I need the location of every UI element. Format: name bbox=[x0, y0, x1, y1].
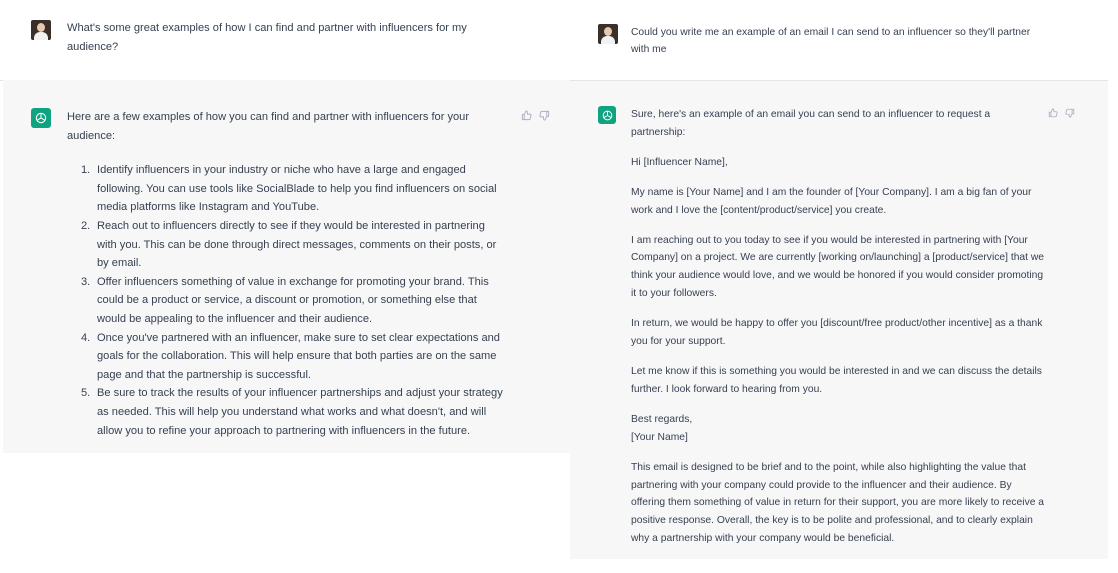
openai-logo-icon bbox=[31, 108, 51, 128]
reply-paragraph: I am reaching out to you today to see if you would be interested in partnering with [Your Company] on a project. We are currently [working on/launching] a [product/service] that we think your audience would love, and we would be honored if you would consider promoting it to your followers. bbox=[631, 234, 1045, 300]
reply-paragraph: [Your Name] bbox=[631, 431, 688, 443]
openai-logo-icon bbox=[598, 106, 616, 124]
right-assistant-message-row bbox=[570, 81, 1108, 559]
left-reply-intro: Here are a few examples of how you can find and partner with influencers for your audience: bbox=[67, 111, 470, 142]
list-item: 1. Identify influencers in your industry or niche who have a large and engaged following. You can use tools like SocialBlade to help you find influencers on social media platforms like Instagram and YouTube. bbox=[81, 164, 497, 214]
thumbs-up-icon[interactable] bbox=[521, 110, 532, 121]
right-assistant-reply bbox=[631, 106, 1046, 548]
list-item: 5. Be sure to track the results of your influencer partnerships and adjust your strategy as needed. This will help you understand what works and what doesn't, and will allow you to refine your approach to partnering with influencers in the future. bbox=[81, 387, 503, 437]
reply-paragraph: My name is [Your Name] and I am the founder of [Your Company]. I am a big fan of your work and I love the [content/product/service] you create. bbox=[631, 186, 1032, 216]
reply-signoff bbox=[631, 411, 1046, 447]
list-item: 3. Offer influencers something of value in exchange for promoting your brand. This could be a product or service, a discount or promotion, or something else that would be appealing to the influencer and their audience. bbox=[81, 275, 489, 325]
list-item: 4. Once you've partnered with an influencer, make sure to set clear expectations and goals for the collaboration. This will help ensure that both parties are on the same page and that the partnership is successful. bbox=[81, 331, 500, 381]
list-item: 2. Reach out to influencers directly to see if they would be interested in partnering with you. This can be done through direct messages, comments on their posts, or by email. bbox=[81, 219, 497, 270]
left-reply-list bbox=[67, 161, 507, 440]
reply-paragraph: Let me know if this is something you would be interested in and we can discuss the details further. I look forward to hearing from you. bbox=[631, 365, 1042, 395]
user-avatar-icon bbox=[598, 24, 618, 44]
thumbs-up-icon[interactable] bbox=[1048, 108, 1058, 118]
left-assistant-message-row bbox=[3, 80, 570, 453]
left-assistant-reply bbox=[67, 108, 507, 440]
left-user-message-text: What's some great examples of how I can find and partner with influencers for my audience? bbox=[67, 22, 467, 53]
left-feedback-buttons bbox=[521, 110, 550, 121]
reply-paragraph: In return, we would be happy to offer you [discount/free product/other incentive] as a thank you for your support. bbox=[631, 318, 1043, 348]
reply-paragraph: Sure, here's an example of an email you can send to an influencer to request a partnership: bbox=[631, 109, 991, 138]
thumbs-down-icon[interactable] bbox=[1065, 108, 1075, 118]
right-user-message-text: Could you write me an example of an email I can send to an influencer so they'll partner with me bbox=[631, 27, 1031, 56]
left-user-message-row bbox=[0, 0, 570, 80]
right-feedback-buttons bbox=[1048, 108, 1075, 118]
right-user-message-row bbox=[570, 0, 1108, 80]
user-avatar-icon bbox=[31, 20, 51, 40]
reply-paragraph: Hi [Influencer Name], bbox=[631, 156, 728, 168]
thumbs-down-icon[interactable] bbox=[539, 110, 550, 121]
reply-paragraph: Best regards, bbox=[631, 413, 693, 425]
reply-paragraph: This email is designed to be brief and to the point, while also highlighting the value that partnering with your company could provide to the influencer and their audience. By offering them something of value in return for their support, you are more likely to receive a positive response. Overall, the key is to be polite and professional, and to clearly explain why a partnership with your company would be beneficial. bbox=[631, 461, 1045, 545]
